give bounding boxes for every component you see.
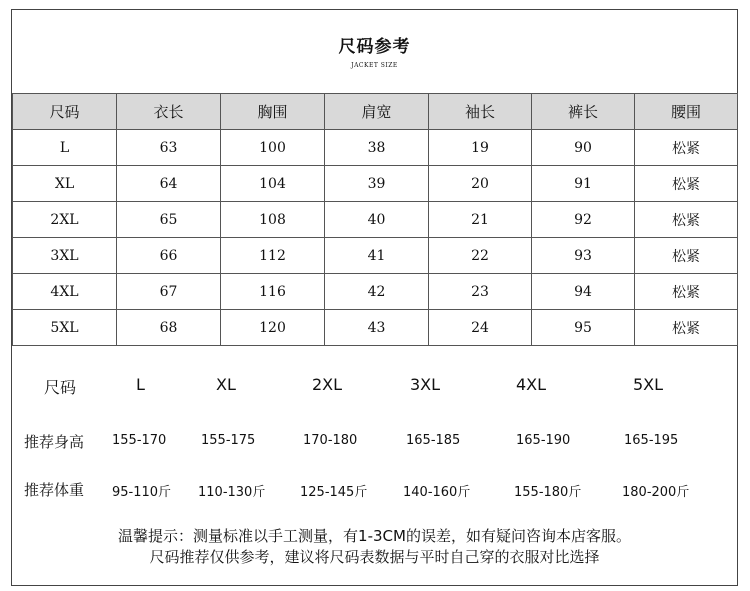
table-cell: 2XL <box>13 202 117 238</box>
table-cell: 41 <box>325 238 429 274</box>
chart-header <box>12 10 737 93</box>
weight-value: 155-180斤 <box>514 485 582 500</box>
size-value: 5XL <box>633 375 664 394</box>
size-recommendation <box>12 345 737 585</box>
table-cell: 松紧 <box>635 166 738 202</box>
column-header: 衣长 <box>117 94 221 130</box>
column-header: 裤长 <box>532 94 635 130</box>
table-cell: 91 <box>532 166 635 202</box>
height-value: 165-185 <box>406 433 461 448</box>
table-cell: 5XL <box>13 310 117 346</box>
table-cell: 3XL <box>13 238 117 274</box>
table-cell: 93 <box>532 238 635 274</box>
table-cell: XL <box>13 166 117 202</box>
table-cell: 100 <box>221 130 325 166</box>
table-cell: 64 <box>117 166 221 202</box>
column-header: 胸围 <box>221 94 325 130</box>
size-table <box>12 93 738 346</box>
table-row <box>13 238 738 274</box>
recommend-height-row <box>12 431 737 455</box>
table-cell: 19 <box>429 130 532 166</box>
column-header: 尺码 <box>13 94 117 130</box>
table-cell: 23 <box>429 274 532 310</box>
table-cell: 108 <box>221 202 325 238</box>
chart-title: 尺码参考 <box>338 37 411 57</box>
table-cell: 松紧 <box>635 238 738 274</box>
table-cell: 4XL <box>13 274 117 310</box>
chart-subtitle: JACKET SIZE <box>351 62 398 69</box>
table-row <box>13 310 738 346</box>
table-cell: 68 <box>117 310 221 346</box>
recommend-weight-row <box>12 479 737 503</box>
table-cell: 104 <box>221 166 325 202</box>
row-label: 推荐身高 <box>24 433 85 451</box>
size-value: 3XL <box>410 375 441 394</box>
height-value: 155-170 <box>112 433 167 448</box>
column-header: 肩宽 <box>325 94 429 130</box>
table-cell: 40 <box>325 202 429 238</box>
height-value: 165-190 <box>516 433 571 448</box>
table-cell: 120 <box>221 310 325 346</box>
size-chart <box>11 9 738 586</box>
table-row <box>13 166 738 202</box>
table-header-row <box>13 94 738 130</box>
height-value: 170-180 <box>303 433 358 448</box>
table-cell: 116 <box>221 274 325 310</box>
tip-note-secondary: 尺码推荐仅供参考，建议将尺码表数据与平时自己穿的衣服对比选择 <box>149 548 600 566</box>
column-header: 腰围 <box>635 94 738 130</box>
table-cell: 松紧 <box>635 274 738 310</box>
table-cell: 95 <box>532 310 635 346</box>
table-row <box>13 130 738 166</box>
table-cell: 39 <box>325 166 429 202</box>
height-value: 165-195 <box>624 433 679 448</box>
table-cell: 112 <box>221 238 325 274</box>
table-cell: 20 <box>429 166 532 202</box>
table-row <box>13 202 738 238</box>
table-cell: 90 <box>532 130 635 166</box>
table-cell: 21 <box>429 202 532 238</box>
table-cell: 63 <box>117 130 221 166</box>
weight-value: 125-145斤 <box>300 485 368 500</box>
table-cell: 松紧 <box>635 130 738 166</box>
column-header: 袖长 <box>429 94 532 130</box>
weight-value: 95-110斤 <box>112 485 172 500</box>
height-value: 155-175 <box>201 433 256 448</box>
table-cell: 94 <box>532 274 635 310</box>
table-row <box>13 274 738 310</box>
table-cell: 92 <box>532 202 635 238</box>
row-label: 推荐体重 <box>24 481 85 499</box>
table-cell: 66 <box>117 238 221 274</box>
table-cell: 67 <box>117 274 221 310</box>
table-cell: L <box>13 130 117 166</box>
size-value: L <box>136 375 145 394</box>
table-cell: 38 <box>325 130 429 166</box>
table-cell: 42 <box>325 274 429 310</box>
weight-value: 140-160斤 <box>403 485 471 500</box>
table-cell: 松紧 <box>635 202 738 238</box>
weight-value: 110-130斤 <box>198 485 266 500</box>
table-cell: 22 <box>429 238 532 274</box>
size-value: 2XL <box>312 375 343 394</box>
size-value: 4XL <box>516 375 547 394</box>
size-value: XL <box>216 375 236 394</box>
table-cell: 24 <box>429 310 532 346</box>
recommend-size-row <box>12 375 737 399</box>
table-cell: 松紧 <box>635 310 738 346</box>
tip-note: 温馨提示：测量标准以手工测量，有1-3CM的误差，如有疑问咨询本店客服。 <box>118 527 631 545</box>
weight-value: 180-200斤 <box>622 485 690 500</box>
row-label: 尺码 <box>44 378 77 397</box>
table-cell: 43 <box>325 310 429 346</box>
table-cell: 65 <box>117 202 221 238</box>
